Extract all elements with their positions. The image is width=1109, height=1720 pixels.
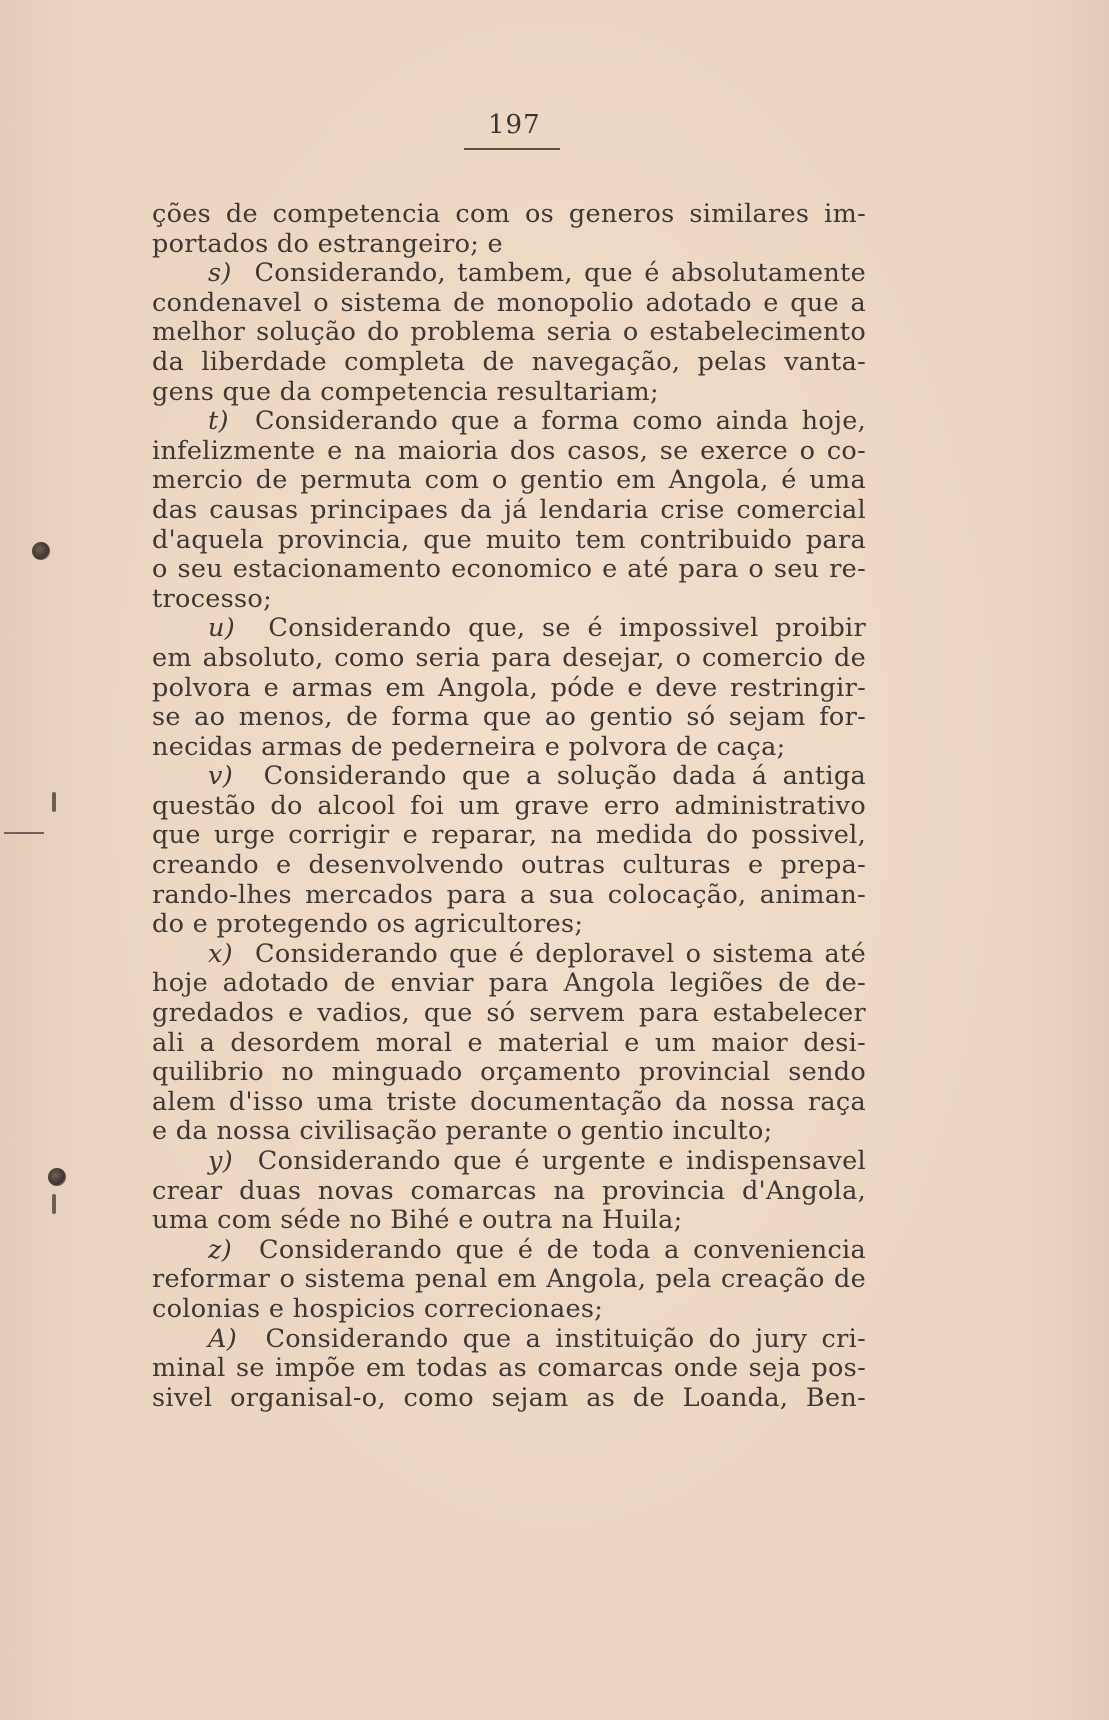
binding-mark <box>48 1168 66 1186</box>
text-line <box>152 940 866 970</box>
text-line: da liberdade completa de navegação, pelas vanta- <box>152 346 866 377</box>
text-line <box>152 1147 866 1177</box>
text-line: quilibrio no minguado orçamento provincial sendo <box>152 1057 866 1088</box>
text-line: gredados e vadios, que só servem para estabelecer <box>152 998 866 1029</box>
line-text: Considerando que, se é impossivel proibir <box>268 613 867 644</box>
text-line: o seu estacionamento economico e até para o seu re- <box>152 554 866 585</box>
line-text: Considerando que a solução dada á antiga <box>263 761 866 792</box>
text-line: polvora e armas em Angola, póde e deve restringir- <box>152 672 866 703</box>
line-text: Considerando que é de toda a conveniencia <box>259 1234 866 1265</box>
paragraph-y <box>152 1147 866 1236</box>
line-text: Considerando que a forma como ainda hoje, <box>254 406 867 437</box>
paragraph-x <box>152 940 866 1147</box>
text-line <box>152 1236 866 1266</box>
text-line <box>152 259 866 289</box>
paragraph-A <box>152 1325 866 1414</box>
text-line: trocesso; <box>152 583 272 614</box>
text-line <box>152 762 866 792</box>
text-line: necidas armas de pederneira e polvora de caça; <box>152 731 786 762</box>
text-line: gens que da competencia resultariam; <box>152 376 659 407</box>
page-number-rule <box>464 148 560 150</box>
paragraph-t <box>152 407 866 614</box>
text-line <box>152 614 866 644</box>
text-line <box>152 407 866 437</box>
text-line: uma com séde no Bihé e outra na Huila; <box>152 1205 683 1236</box>
edge-tick <box>52 1194 56 1214</box>
text-line: rando-lhes mercados para a sua colocação, animan- <box>152 879 866 910</box>
body-text <box>152 200 866 1413</box>
paragraph <box>152 200 866 259</box>
text-line: hoje adotado de enviar para Angola legiões de de- <box>152 968 866 999</box>
item-letter: u) <box>208 613 235 644</box>
text-line: crear duas novas comarcas na provincia d'Angola, <box>152 1175 866 1206</box>
item-letter: s) <box>208 258 232 289</box>
text-line: creando e desenvolvendo outras culturas e prepa- <box>152 850 866 881</box>
item-letter: t) <box>208 406 229 437</box>
line-text: Considerando, tambem, que é absolutamente <box>254 258 866 289</box>
text-line: das causas principaes da já lendaria crise comercial <box>152 494 866 525</box>
text-line: d'aquela provincia, que muito tem contribuido para <box>152 524 866 555</box>
text-line: ali a desordem moral e material e um maior desi- <box>152 1027 866 1058</box>
text-line: questão do alcool foi um grave erro administrativo <box>152 790 866 821</box>
text-line: ções de competencia com os generos similares im- <box>152 199 866 229</box>
text-line: portados do estrangeiro; e <box>152 228 503 259</box>
text-line: mercio de permuta com o gentio em Angola, é uma <box>152 465 866 496</box>
edge-dash <box>4 832 44 834</box>
edge-tick <box>52 792 56 812</box>
item-letter: v) <box>208 761 233 792</box>
page-number: 197 <box>488 110 541 140</box>
line-text: Considerando que é urgente e indispensavel <box>257 1146 867 1176</box>
text-line: em absoluto, como seria para desejar, o comercio de <box>152 642 866 673</box>
item-letter: y) <box>208 1146 233 1176</box>
item-letter: A) <box>208 1323 237 1354</box>
paragraph-z <box>152 1236 866 1325</box>
text-line: alem d'isso uma triste documentação da nossa raça <box>152 1086 866 1117</box>
text-line: do e protegendo os agricultores; <box>152 909 584 940</box>
text-line: infelizmente e na maioria dos casos, se exerce o co- <box>152 435 866 466</box>
text-line: reformar o sistema penal em Angola, pela creação de <box>152 1264 866 1295</box>
paragraph-v <box>152 762 866 940</box>
text-line: que urge corrigir e reparar, na medida do possivel, <box>152 820 866 851</box>
paragraph-s <box>152 259 866 407</box>
paragraph-u <box>152 614 866 762</box>
binding-mark <box>32 542 50 560</box>
text-line: e da nossa civilisação perante o gentio inculto; <box>152 1116 773 1147</box>
text-line: minal se impõe em todas as comarcas onde seja pos- <box>152 1353 866 1384</box>
text-line: condenavel o sistema de monopolio adotado e que a <box>152 287 866 318</box>
line-text: Considerando que é deploravel o sistema até <box>255 938 866 969</box>
text-line: melhor solução do problema seria o estabelecimento <box>152 317 866 348</box>
text-line: se ao menos, de forma que ao gentio só sejam for- <box>152 702 866 733</box>
item-letter: x) <box>208 938 233 969</box>
text-line <box>152 1325 866 1355</box>
text-line: sivel organisal-o, como sejam as de Loanda, Ben- <box>152 1382 866 1413</box>
item-letter: z) <box>208 1234 232 1265</box>
text-line: colonias e hospicios correcionaes; <box>152 1293 604 1324</box>
line-text: Considerando que a instituição do jury cri- <box>265 1323 866 1354</box>
